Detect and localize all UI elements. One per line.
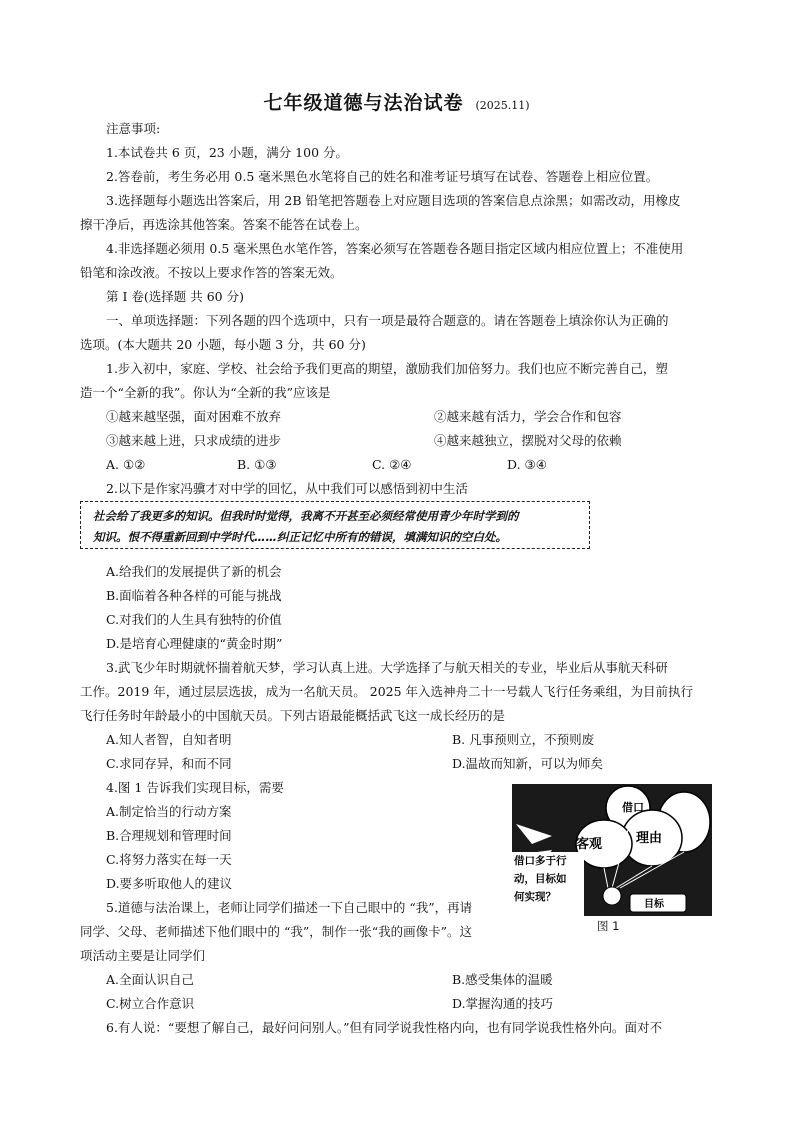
title-text: 七年级道德与法治试卷 xyxy=(263,92,464,114)
q1-stem: 造一个“全新的我”。你认为“全新的我”应该是 xyxy=(80,385,331,400)
cartoon-caption: 借口多于行 xyxy=(514,855,567,867)
figure-1-cartoon xyxy=(512,784,712,916)
balloon-2-label: 客观 xyxy=(576,837,603,852)
note-item: 擦干净后，再选涂其他答案。答案不能答在试卷上。 xyxy=(80,217,368,232)
q2-option-c: C.对我们的人生具有独特的价值 xyxy=(106,612,282,627)
q1-statement: ④越来越独立，摆脱对父母的依赖 xyxy=(434,433,622,448)
cartoon-caption: 何实现？ xyxy=(514,891,556,903)
section-intro: 一、单项选择题：下列各题的四个选项中，只有一项是最符合题意的。请在答题卷上填涂你认为正确的 xyxy=(106,313,669,328)
balloon-1-label: 借口 xyxy=(622,801,644,814)
q4-option-a: A.制定恰当的行动方案 xyxy=(106,804,232,819)
q5-stem: 项活动主要是让同学们 xyxy=(80,948,206,963)
q4-option-d: D.要多听取他人的建议 xyxy=(106,876,233,891)
q5-option-a: A.全面认识自己 xyxy=(106,972,195,987)
note-item: 铅笔和涂改液。不按以上要求作答的答案无效。 xyxy=(80,265,343,280)
q1-statement: ②越来越有活力，学会合作和包容 xyxy=(434,409,622,424)
q3-option-d: D.温故而知新，可以为师矣 xyxy=(452,756,604,771)
figure-1-label: 图 1 xyxy=(597,919,620,933)
q2-quote-line: 知识。恨不得重新回到中学时代……纠正记忆中所有的错误，填满知识的空白处。 xyxy=(93,530,507,544)
q5-stem: 同学、父母、老师描述下他们眼中的 “我”，制作一张“我的画像卡”。这 xyxy=(80,924,473,939)
q1-stem: 1.步入初中，家庭、学校、社会给予我们更高的期望，激励我们加倍努力。我们也应不断完善自己，塑 xyxy=(106,361,668,376)
q3-option-a: A.知人者智，自知者明 xyxy=(106,732,232,747)
q5-option-b: B.感受集体的温暖 xyxy=(452,972,553,987)
q1-option-b: B. ①③ xyxy=(237,457,277,472)
part-heading: 第 I 卷(选择题 共 60 分) xyxy=(106,289,244,304)
q5-stem: 5.道德与法治课上，老师让同学们描述一下自己眼中的 “我”，再请 xyxy=(106,900,473,915)
q6-stem: 6.有人说：“要想了解自己，最好问问别人。”但有同学说我性格内向，也有同学说我性格外向。面对不 xyxy=(106,1020,662,1035)
cartoon-caption: 动，目标如 xyxy=(514,873,567,885)
q2-option-a: A.给我们的发展提供了新的机会 xyxy=(106,564,282,579)
q4-option-b: B.合理规划和管理时间 xyxy=(106,828,232,843)
note-item: 4.非选择题必须用 0.5 毫米黑色水笔作答，答案必须写在答题卷各题目指定区域内相应位置上；不准使用 xyxy=(106,241,684,256)
q4-stem: 4.图 1 告诉我们实现目标，需要 xyxy=(106,780,284,795)
q1-option-d: D. ③④ xyxy=(507,457,547,472)
q3-option-b: B. 凡事预则立，不预则废 xyxy=(452,732,595,747)
note-item: 1.本试卷共 6 页，23 小题，满分 100 分。 xyxy=(106,145,349,160)
note-item: 2.答卷前，考生务必用 0.5 毫米黑色水笔将自己的姓名和准考证号填写在试卷、答题卷上相应位置。 xyxy=(106,169,659,184)
q1-option-a: A. ①② xyxy=(106,457,146,472)
exam-date: (2025.11) xyxy=(475,99,530,112)
q3-stem: 工作。2019 年，通过层层选拔，成为一名航天员。 2025 年入选神舟二十一号载人飞行任务乘组，为目前执行 xyxy=(80,684,694,699)
q5-option-c: C.树立合作意识 xyxy=(106,996,195,1011)
notes-heading: 注意事项: xyxy=(106,121,161,136)
person-head xyxy=(603,887,621,905)
goal-sign-text: 目标 xyxy=(644,899,664,910)
q1-statement: ①越来越坚强，面对困难不放弃 xyxy=(106,409,282,424)
q3-option-c: C.求同存异，和而不同 xyxy=(106,756,232,771)
q5-option-d: D.掌握沟通的技巧 xyxy=(452,996,554,1011)
q2-quote-line: 社会给了我更多的知识。但我时时觉得，我离不开甚至必须经常使用青少年时学到的 xyxy=(93,509,519,523)
balloon-3-label: 理由 xyxy=(636,831,663,846)
q3-stem: 飞行任务时年龄最小的中国航天员。下列古语最能概括武飞这一成长经历的是 xyxy=(80,708,506,723)
q2-option-d: D.是培育心理健康的“黄金时期” xyxy=(106,636,283,651)
exam-title xyxy=(0,88,793,115)
q1-statement: ③越来越上进，只求成绩的进步 xyxy=(106,433,282,448)
section-intro: 选项。(本大题共 20 小题，每小题 3 分，共 60 分) xyxy=(80,337,366,352)
q4-option-c: C.将努力落实在每一天 xyxy=(106,852,232,867)
q3-stem: 3.武飞少年时期就怀揣着航天梦，学习认真上进。大学选择了与航天相关的专业，毕业后从事航天科研 xyxy=(106,660,668,675)
q2-option-b: B.面临着各种各样的可能与挑战 xyxy=(106,588,282,603)
note-item: 3.选择题每小题选出答案后，用 2B 铅笔把答题卷上对应题目选项的答案信息点涂黑；如需改动，用橡皮 xyxy=(106,193,681,208)
q2-stem: 2.以下是作家冯骥才对中学的回忆，从中我们可以感悟到初中生活 xyxy=(106,481,468,496)
cartoon-drawing xyxy=(512,784,712,916)
q1-option-c: C. ②④ xyxy=(372,457,412,472)
q2-quote-box xyxy=(80,501,590,549)
